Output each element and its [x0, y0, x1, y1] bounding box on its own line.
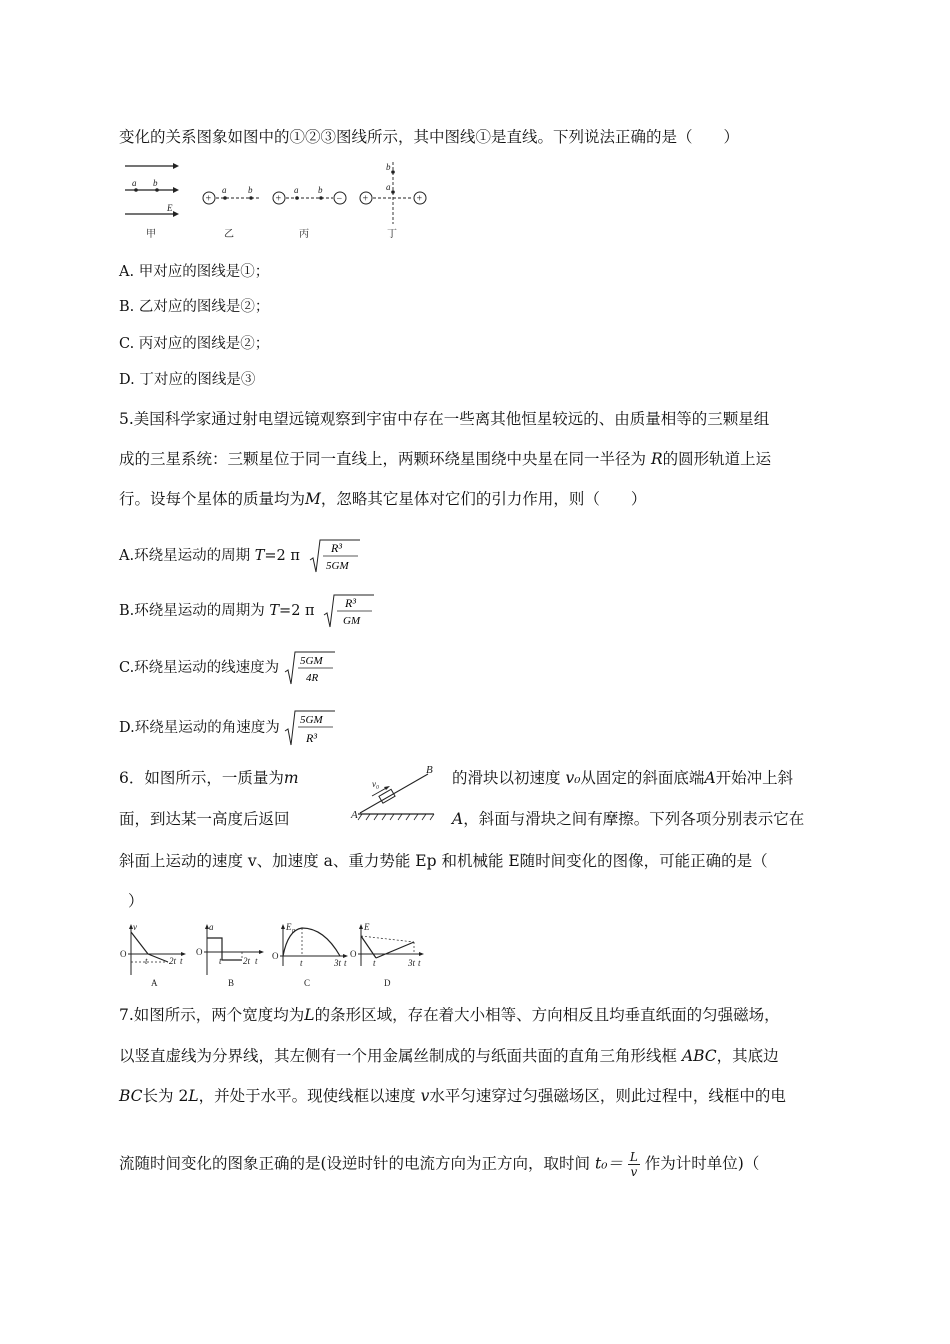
- svg-text:t: t: [373, 958, 376, 968]
- q5-option-d: D.环绕星运动的角速度为 5GM R³: [119, 709, 336, 747]
- q5-a-den: 5GM: [325, 560, 349, 572]
- q6-line3: 斜面上运动的速度 v、加速度 a、重力势能 Ep 和机械能 E随时间变化的图像，可能正确的是（: [119, 852, 768, 870]
- q5-c-num: 5GM: [299, 655, 323, 667]
- time-unit-fraction: $\frac{L}{v}$: [629, 1150, 638, 1179]
- svg-text:O: O: [196, 947, 203, 957]
- q4-option-b: B. 乙对应的图线是②；: [119, 299, 270, 315]
- svg-text:p: p: [292, 928, 295, 934]
- q4-field-figures: [119, 158, 429, 240]
- q5-line1: 5.美国科学家通过射电望远镜观察到宇宙中存在一些离其他恒星较远的、由质量相等的三颗星组: [119, 410, 770, 428]
- graph-c: [272, 922, 348, 988]
- svg-text:O: O: [350, 949, 357, 959]
- svg-text:b: b: [386, 162, 391, 172]
- sqrt-symbol: [309, 538, 361, 574]
- q5-option-a: A.环绕星运动的周期 T=2 π R³ 5GM: [119, 538, 361, 574]
- q4-label-ding: 丁: [387, 229, 397, 240]
- graph-a: [120, 922, 186, 988]
- q4-mark-E: E: [167, 203, 173, 213]
- q4-mark-b: b: [153, 178, 158, 188]
- q5-d-num: 5GM: [300, 714, 323, 726]
- incline-label-B: B: [426, 764, 433, 776]
- q6-line2-right: A，斜面与滑块之间有摩擦。下列各项分别表示它在: [452, 810, 805, 828]
- q7-line4: 流随时间变化的图象正确的是(设逆时针的电流方向为正方向，取时间 t₀＝ $\frac{L}{v}$ 作为计时单位)（: [119, 1150, 760, 1179]
- incline-label-A: A: [351, 809, 358, 821]
- q6-incline-figure: [348, 762, 440, 824]
- svg-text:+: +: [362, 193, 369, 205]
- q4-label-jia: 甲: [146, 229, 156, 240]
- figure-bing: [273, 185, 346, 240]
- svg-text:t: t: [180, 956, 183, 966]
- q5-b-den: GM: [343, 615, 361, 627]
- q6-line1: 6．如图所示，一质量为m: [119, 769, 299, 787]
- q4-mark-a: a: [132, 178, 137, 188]
- svg-text:t: t: [418, 958, 421, 968]
- q4-label-bing: 丙: [299, 229, 309, 240]
- q4-label-yi: 乙: [224, 229, 234, 240]
- graph-b: [196, 922, 264, 988]
- figure-jia: [125, 163, 179, 240]
- svg-text:b: b: [318, 185, 323, 195]
- svg-text:3t: 3t: [334, 958, 342, 968]
- q4-option-c: C. 丙对应的图线是②；: [119, 336, 270, 352]
- svg-text:2t: 2t: [243, 956, 251, 966]
- graph-label-d: D: [384, 978, 391, 988]
- q6-line1-right: 的滑块以初速度 v₀从固定的斜面底端A开始冲上斜: [452, 769, 794, 787]
- q5-a-num: R³: [330, 541, 342, 555]
- svg-text:t: t: [344, 958, 347, 968]
- svg-text:a: a: [294, 185, 299, 195]
- svg-text:O: O: [272, 951, 279, 961]
- q7-line1: 7.如图所示，两个宽度均为L的条形区域，存在着大小相等、方向相反且均垂直纸面的匀强磁场，: [119, 1006, 780, 1024]
- svg-text:v: v: [133, 922, 137, 932]
- graph-label-a: A: [151, 978, 158, 988]
- svg-text:t: t: [145, 956, 148, 966]
- svg-text:3t: 3t: [408, 958, 416, 968]
- q5-c-den: 4R: [305, 672, 319, 684]
- q4-option-d: D. 丁对应的图线是③: [119, 372, 256, 388]
- svg-text:b: b: [248, 185, 253, 195]
- figure-yi: [203, 185, 259, 240]
- q4-stem: 变化的关系图象如图中的①②③图线所示，其中图线①是直线。下列说法正确的是（ ）: [119, 128, 740, 146]
- svg-text:a: a: [209, 922, 214, 932]
- incline-label-v0: v₀: [372, 779, 380, 789]
- svg-text:t: t: [300, 958, 303, 968]
- q6-option-graphs: [118, 920, 430, 990]
- q4-minus: −: [336, 193, 343, 205]
- q7-line3: BC长为 2L，并处于水平。现使线框以速度 v水平匀速穿过匀强磁场区，则此过程中，线框中的电: [119, 1087, 786, 1105]
- svg-text:E: E: [364, 922, 370, 932]
- svg-text:E: E: [286, 922, 292, 932]
- svg-text:O: O: [120, 949, 127, 959]
- q6-line2: 面，到达某一高度后返回: [119, 810, 290, 828]
- graph-d: [350, 922, 424, 988]
- q4-plus-1: +: [205, 193, 212, 205]
- svg-text:t: t: [219, 956, 222, 966]
- graph-label-b: B: [228, 978, 235, 988]
- q4-option-a: A. 甲对应的图线是①；: [119, 264, 270, 280]
- q5-option-c: C.环绕星运动的线速度为 5GM 4R: [119, 650, 336, 686]
- q5-line2: 成的三星系统：三颗星位于同一直线上，两颗环绕星围绕中央星在同一半径为 R的圆形轨道上运: [119, 450, 772, 468]
- q5-option-b: B.环绕星运动的周期为 T=2 π R³ GM: [119, 593, 375, 629]
- svg-text:+: +: [416, 193, 423, 205]
- svg-text:a: a: [386, 182, 391, 192]
- q7-line2: 以竖直虚线为分界线，其左侧有一个用金属丝制成的与纸面共面的直角三角形线框 ABC，其底边: [119, 1047, 779, 1065]
- svg-text:t: t: [255, 956, 258, 966]
- svg-text:2t: 2t: [169, 956, 177, 966]
- svg-text:a: a: [222, 185, 227, 195]
- q5-d-den: R³: [306, 731, 318, 745]
- q6-line4: ）: [128, 892, 144, 910]
- svg-text:+: +: [275, 193, 282, 205]
- q5-line3: 行。设每个星体的质量均为M，忽略其它星体对它们的引力作用，则（ ）: [119, 490, 647, 508]
- q5-b-num: R³: [345, 596, 357, 610]
- graph-label-c: C: [304, 978, 311, 988]
- figure-ding: [360, 162, 426, 240]
